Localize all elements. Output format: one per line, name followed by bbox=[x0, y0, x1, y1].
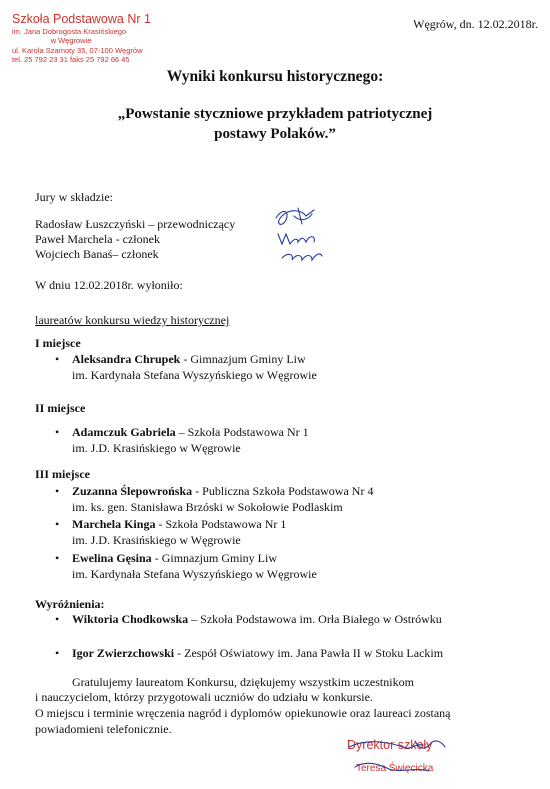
laureate-school-line-2: im. ks. gen. Stanisława Brzóski w Sokołowie Podlaskim bbox=[72, 500, 343, 514]
laureates-heading: laureatów konkursu wiedzy historycznej bbox=[35, 313, 230, 327]
list-item bbox=[72, 425, 309, 439]
laureate-school: Szkoła Podstawowa Nr 1 bbox=[187, 425, 309, 439]
third-place-heading: III miejsce bbox=[35, 467, 90, 481]
decision-line: W dniu 12.02.2018r. wyłoniło: bbox=[35, 278, 183, 292]
director-signature-icon bbox=[345, 737, 455, 779]
subtitle-line-2: postawy Polaków.” bbox=[214, 126, 336, 142]
laureate-school-line-2: im. J.D. Krasińskiego w Węgrowie bbox=[72, 533, 241, 547]
place-date: Węgrów, dn. 12.02.2018r. bbox=[413, 17, 538, 31]
laureate-school-line-2: im. J.D. Krasińskiego w Węgrowie bbox=[72, 441, 241, 455]
laureate-name: Zuzanna Ślepowrońska bbox=[72, 484, 193, 498]
separator: - bbox=[192, 484, 203, 498]
bullet-icon: • bbox=[55, 352, 60, 366]
closing-line: Gratulujemy laureatom Konkursu, dziękujemy wszystkim uczestnikom bbox=[72, 675, 414, 689]
separator: - bbox=[151, 551, 162, 565]
closing-line: powiadomieni telefonicznie. bbox=[35, 722, 172, 736]
letterhead-phone: tel. 25 792 23 31 faks 25 792 66 45 bbox=[12, 55, 130, 64]
list-item bbox=[72, 352, 306, 366]
distinction-school: Zespół Oświatowy im. Jana Pawła II w Stoku Lackim bbox=[184, 646, 444, 660]
bullet-icon: • bbox=[55, 517, 60, 531]
list-item bbox=[72, 484, 373, 498]
document-title: Wyniki konkursu historycznego: bbox=[166, 68, 384, 85]
list-item bbox=[72, 551, 277, 565]
closing-line: i nauczycielom, którzy przygotowali uczniów do udziału w konkursie. bbox=[35, 690, 373, 704]
jury-heading: Jury w składzie: bbox=[35, 190, 113, 204]
list-item bbox=[72, 646, 443, 660]
letterhead-city: w Węgrowie bbox=[50, 36, 92, 45]
bullet-icon: • bbox=[55, 425, 60, 439]
first-place-heading: I miejsce bbox=[35, 336, 81, 350]
distinction-school: Szkoła Podstawowa im. Orła Białego w Ostrówku bbox=[200, 612, 442, 626]
laureate-name: Adamczuk Gabriela bbox=[72, 425, 176, 439]
jury-signature-icon bbox=[268, 204, 338, 274]
list-item bbox=[72, 517, 286, 531]
laureate-school: Gimnazjum Gminy Liw bbox=[190, 352, 306, 366]
director-label: Dyrektor szkoły bbox=[347, 738, 433, 752]
jury-member: Wojciech Banaś– członek bbox=[35, 247, 159, 261]
laureate-name: Aleksandra Chrupek bbox=[72, 352, 181, 366]
separator: – bbox=[175, 425, 188, 439]
closing-line: O miejscu i terminie wręczenia nagród i dyplomów opiekunowie oraz laureaci zostaną bbox=[35, 706, 451, 720]
separator: - bbox=[174, 646, 185, 660]
laureate-school: Szkoła Podstawowa Nr 1 bbox=[165, 517, 287, 531]
bullet-icon: • bbox=[55, 551, 60, 565]
distinction-name: Wiktoria Chodkowska bbox=[72, 612, 189, 626]
separator: – bbox=[188, 612, 201, 626]
laureate-school-line-2: im. Kardynała Stefana Wyszyńskiego w Węgrowie bbox=[72, 567, 317, 581]
subtitle-line-1: „Powstanie styczniowe przykładem patriotycznej bbox=[117, 106, 433, 122]
distinction-name: Igor Zwierzchowski bbox=[72, 646, 175, 660]
laureate-school: Gimnazjum Gminy Liw bbox=[161, 551, 278, 565]
laureate-school-line-2: im. Kardynała Stefana Wyszyńskiego w Węgrowie bbox=[72, 368, 317, 382]
document-subtitle bbox=[60, 104, 490, 144]
laureate-name: Ewelina Gęsina bbox=[72, 551, 152, 565]
second-place-heading: II miejsce bbox=[35, 401, 86, 415]
bullet-icon: • bbox=[55, 484, 60, 498]
bullet-icon: • bbox=[55, 612, 60, 626]
distinctions-heading: Wyróżnienia: bbox=[35, 597, 105, 611]
laureate-school: Publiczna Szkoła Podstawowa Nr 4 bbox=[202, 484, 374, 498]
director-name: Teresa Święcicka bbox=[356, 763, 434, 774]
list-item bbox=[72, 612, 442, 626]
jury-member-chair: Radosław Łuszczyński – przewodniczący bbox=[35, 217, 236, 231]
separator: - bbox=[155, 517, 166, 531]
letterhead-patron: im. Jana Dobrogosta Krasińskiego bbox=[12, 27, 127, 36]
bullet-icon: • bbox=[55, 646, 60, 660]
letterhead-address: ul. Karola Szamoty 35, 07-100 Węgrów bbox=[12, 46, 143, 55]
laureate-name: Marchela Kinga bbox=[72, 517, 156, 531]
jury-member: Paweł Marchela - członek bbox=[35, 232, 160, 246]
separator: - bbox=[180, 352, 191, 366]
letterhead-school-name: Szkoła Podstawowa Nr 1 bbox=[12, 12, 151, 26]
